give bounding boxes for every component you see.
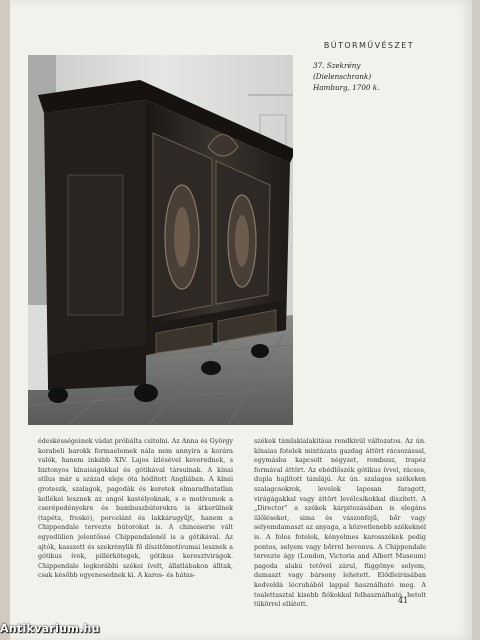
caption-line: 37. Szekrény [313, 61, 361, 70]
watermark-logo: Antikvarium.hu [0, 622, 100, 635]
paragraph: édeskésségeinek vádat próbálta csitolni. Az Anna és György korabeli barokk formaelemek nála nem annyira a korára valók, hanem inkább XIV. Lajos ízlésével keverednek, s biztonyos kínaiságokkal és gótikával társulnak. A kínai stílus már a század eleje óta hódított Angliában. A kínai groteszk, szalagok, pagodák és keretek elmaradhatatlan kellékei lesznek az angol kastélyoknak, s e motívumok a cserépedényekre és bambuszbútorokra is átkerülnek (tapéta, freskó), porcelánt és lakkárugyűjt, hanem a Chippendale tervezte bútorokat is. A chinoiserie vált egyedülien jelentőssé Chippendalenél is a gótikával. Az ajtók, kasszett és szekrénylik fő díszítőmotívumai lesznek a gótikus ívek, pillérkötegek, gótikus keresztvirágok. Chippendale legkorábbi székei ívelt, állatlábakon álltak, csak később egyenesednek ki. A karos- és hátas- [38, 437, 233, 580]
caption-line: (Dielenschrank) [313, 72, 372, 81]
body-text-left-column [38, 437, 233, 627]
caption-line: Hamburg, 1700 k. [313, 83, 380, 92]
cabinet-photograph [28, 55, 293, 425]
paragraph: székek támlakialakítása rendkívül változatos. Az ún. kínaias fotelek mintázata gazdag áttört rácsozással, egymásba kapcsolt négyzet, rombusz, trapéz formával áttört. Az ebédlőszék gótikus ívvel, rácsos, dupla hajlított támlájú. Az ún. szalagos székeken szalagcsokrok, levelek laposan faragott, virágágakkal vagy áttört levélcsíkokkal díszített. A „Director” a székek kárpitozásában is elegáns ülőléseket, sima és vászonfejű, bőr vagy selyemdamaszt az anyaga, a közvetlenebb székeknél is. A foles fotelek, kényelmes karosszékek pedig pontos, selyem vagy bőrrel bevonva. A Chippendale tervezte ágy (London, Victoria and Albert Museum) pagoda alakú tetővel zárul, függönye selyem, damaszt vagy bársony lehetett. Elődleirásában kedveldá lécruhából lappal használható meg. A toalettasztal kisebb fiókokkal felhasználható, betolt tükörrel ellátott. [254, 437, 426, 609]
page-number: 41 [398, 596, 409, 605]
cabinet-illustration [28, 55, 293, 425]
book-page [10, 0, 472, 640]
running-header: BÚTORMŰVÉSZET [323, 41, 414, 50]
figure-caption [313, 60, 433, 93]
